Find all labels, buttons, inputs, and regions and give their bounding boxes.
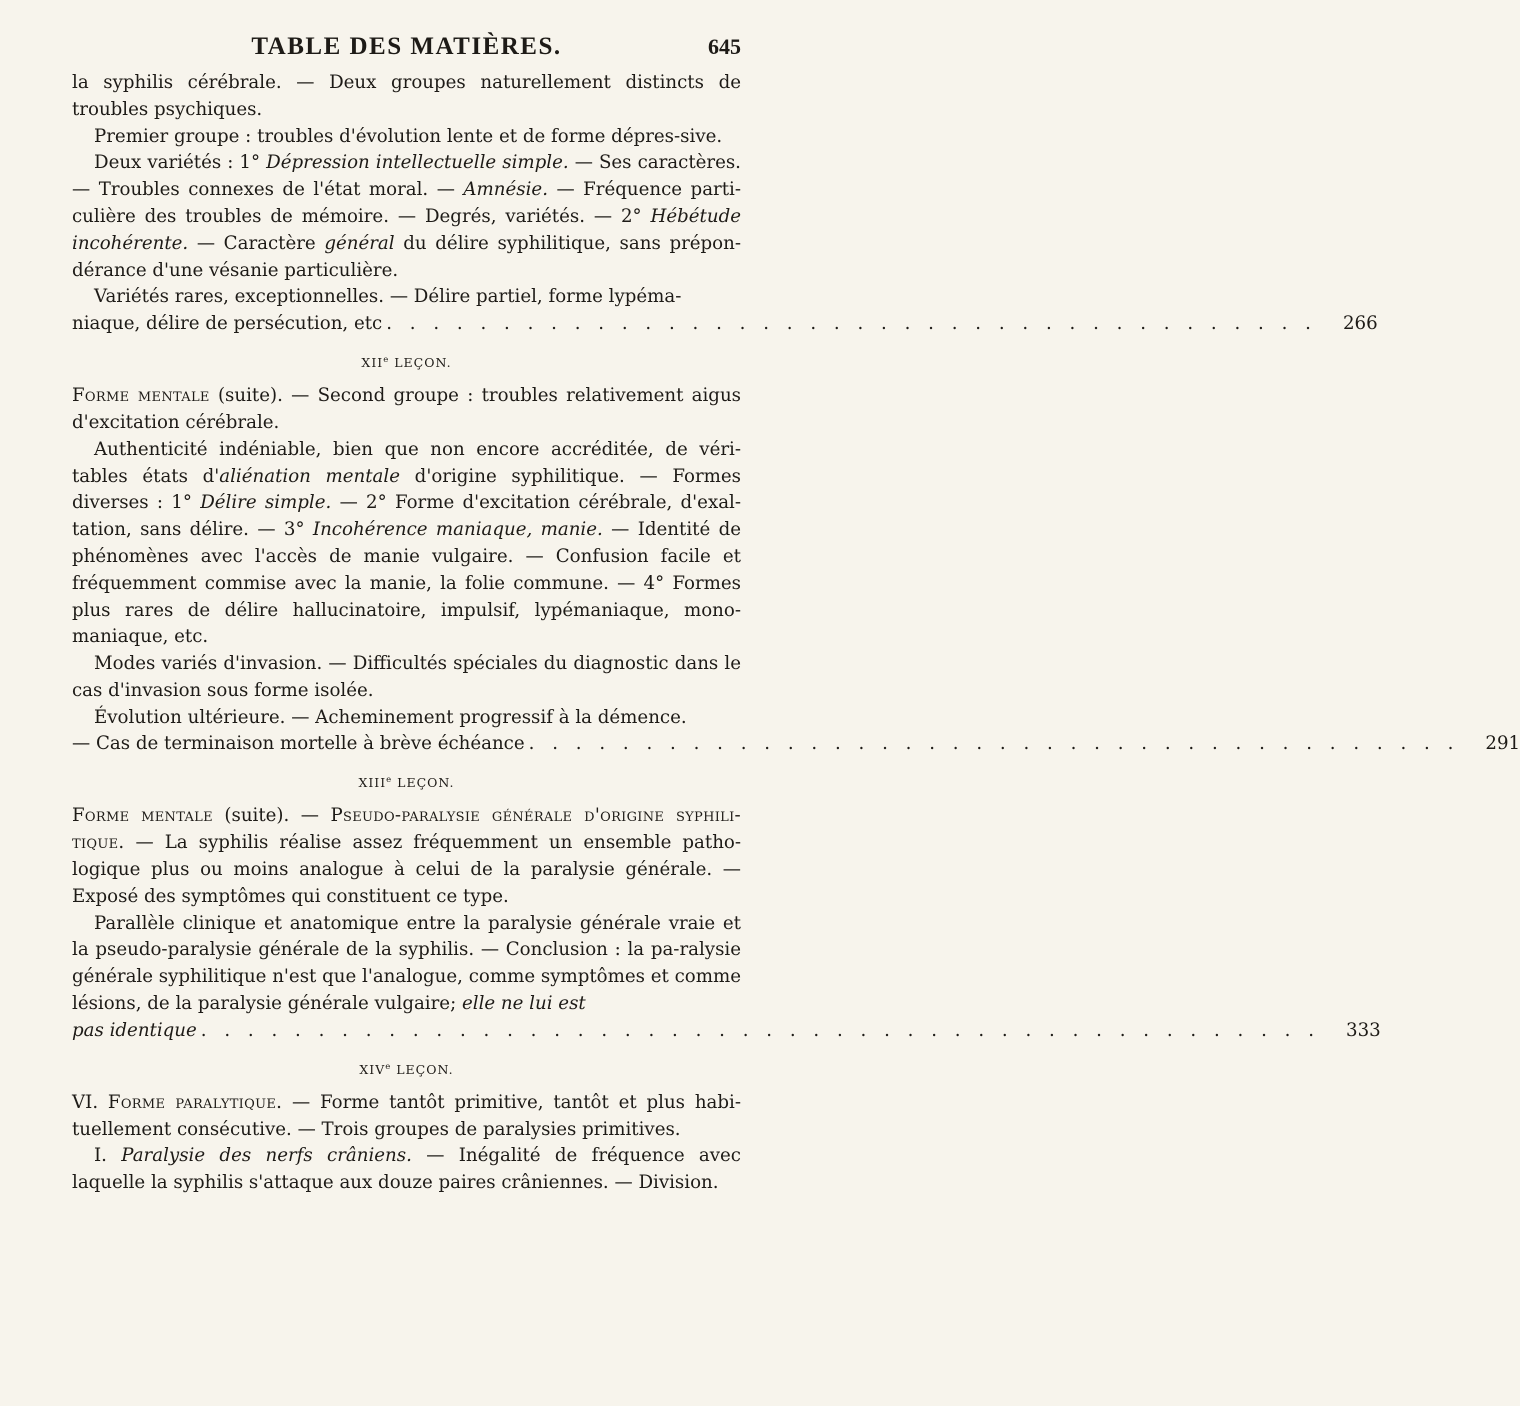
toc-entry-text: pas identique bbox=[72, 1019, 197, 1041]
toc-page-number: 291 bbox=[1485, 733, 1520, 755]
table-of-contents-text bbox=[72, 70, 1520, 1197]
paragraph bbox=[72, 150, 741, 284]
lecon-label: LEÇON. bbox=[389, 355, 452, 371]
italic-run: elle ne lui est bbox=[461, 993, 586, 1015]
text-run: — Forme tantôt primitive, tantôt et plus habi-tuellement consécutive. — Trois groupes de paralysies primitives. bbox=[72, 1091, 741, 1140]
text-run: — La syphilis réalise assez fréquemment un ensemble patho-logique plus ou moins analogue à celui de la paralysie générale. — Exposé des symptômes qui constituent ce type. bbox=[72, 832, 741, 907]
toc-entry-line bbox=[72, 1018, 1381, 1045]
lecon-label: LEÇON. bbox=[392, 775, 455, 791]
toc-entry-text: niaque, délire de persécution, etc bbox=[72, 313, 383, 335]
small-caps-run: Forme mentale bbox=[72, 805, 213, 827]
italic-run: Dépression intellectuelle simple. bbox=[266, 152, 569, 174]
italic-run: Amnésie. bbox=[463, 179, 548, 201]
text-run: Authenticité indéniable, bien que non encore accréditée, de véri-tables états d' bbox=[72, 438, 741, 487]
paragraph bbox=[72, 911, 741, 1018]
italic-run: Hébétude incohérente. bbox=[72, 205, 741, 254]
text-run: — Caractère bbox=[188, 232, 325, 254]
running-head bbox=[72, 30, 741, 64]
italic-run: Paralysie des nerfs crâniens. bbox=[121, 1145, 412, 1167]
dot-leader: . . . . . . . . . . . . . . . . . . . . . . . . . . . . . . . . . . . . . . . . bbox=[386, 313, 1317, 335]
paragraph: Variétés rares, exceptionnelles. — Délire partiel, forme lypéma- bbox=[94, 286, 682, 308]
italic-run: général bbox=[324, 232, 395, 254]
toc-page-number: 266 bbox=[1342, 313, 1378, 335]
text-run: — Inégalité de fréquence avec laquelle la syphilis s'attaque aux douze paires crâniennes. — Division. bbox=[72, 1145, 741, 1194]
dot-leader: . . . . . . . . . . . . . . . . . . . . . . . . . . . . . . . . . . . . . . . . . . . . . . . . bbox=[200, 1019, 1321, 1041]
lecon-number: XIII bbox=[358, 775, 387, 791]
toc-entry-line bbox=[72, 731, 1520, 758]
italic-run: Incohérence maniaque, manie. bbox=[312, 519, 603, 541]
lecon-number: XIV bbox=[359, 1061, 386, 1077]
text-run: VI. bbox=[72, 1091, 108, 1113]
toc-entry-text: — Cas de terminaison mortelle à brève échéance bbox=[72, 733, 525, 755]
text-run: (suite). — bbox=[212, 805, 331, 827]
lecon-heading bbox=[72, 352, 741, 371]
text-run: — Identité de phénomènes avec l'accès de manie vulgaire. — Confusion facile et fréquemment commise avec la manie, la folie commune. — 4° Formes plus rares de délire hallucinatoire, impulsif, lypémaniaque, mono-maniaque, etc. bbox=[72, 519, 741, 648]
lecon-number: XII bbox=[361, 355, 384, 371]
text-run: Deux variétés : 1° bbox=[94, 152, 267, 174]
lecon-heading bbox=[72, 1059, 741, 1078]
toc-entry-line bbox=[72, 311, 1378, 338]
text-run: — Fréquence parti-culière des troubles de mémoire. — Degrés, variétés. — 2° bbox=[72, 179, 741, 227]
small-caps-run: Forme mentale bbox=[72, 385, 210, 407]
paragraph: Premier groupe : troubles d'évolution lente et de forme dépres-sive. bbox=[94, 125, 723, 147]
toc-page-number: 333 bbox=[1346, 1019, 1381, 1041]
lecon-superscript: e bbox=[383, 354, 390, 365]
lecon-superscript: e bbox=[385, 1061, 392, 1072]
dot-leader: . . . . . . . . . . . . . . . . . . . . . . . . . . . . . . . . . . . . . . . . bbox=[528, 733, 1460, 755]
lecon-label: LEÇON. bbox=[391, 1061, 454, 1077]
running-head-title: TABLE DES MATIÈRES. bbox=[251, 33, 562, 60]
small-caps-run: Forme paralytique. bbox=[107, 1091, 283, 1113]
text-run: I. bbox=[94, 1145, 122, 1167]
italic-run: Délire simple. bbox=[200, 492, 332, 514]
paragraph: la syphilis cérébrale. — Deux groupes naturellement distincts de troubles psychiques. bbox=[72, 72, 741, 120]
text-run: — Ses caractères. — Troubles connexes de l'état moral. — bbox=[72, 152, 741, 201]
small-caps-run: Pseudo-paralysie générale d'origine syphili-tique. bbox=[72, 805, 741, 854]
text-run: du délire syphilitique, sans prépon-dérance d'une vésanie particulière. bbox=[72, 232, 741, 281]
text-run: Parallèle clinique et anatomique entre la paralysie générale vraie et la pseudo-paralysie générale de la syphilis. — Conclusion : la pa-ralysie générale syphilitique n'est que l'analogue, comme symptômes et comme lésions, de la paralysie générale vulgaire; bbox=[72, 912, 741, 1015]
text-run: — 2° Forme d'excitation cérébrale, d'exal-tation, sans délire. — 3° bbox=[72, 492, 742, 541]
text-run: d'origine syphilitique. — Formes diverses : 1° bbox=[72, 465, 741, 514]
paragraph bbox=[72, 1143, 741, 1197]
lecon-superscript: e bbox=[386, 775, 393, 786]
paragraph: Évolution ultérieure. — Acheminement progressif à la démence. bbox=[94, 706, 687, 728]
text-run: (suite). — Second groupe : troubles relativement aigus d'excitation cérébrale. bbox=[72, 385, 741, 433]
paragraph bbox=[72, 1090, 741, 1144]
italic-run: aliénation mentale bbox=[219, 465, 400, 487]
lecon-heading bbox=[72, 772, 741, 791]
paragraph bbox=[72, 437, 741, 651]
paragraph bbox=[72, 803, 741, 910]
paragraph bbox=[72, 383, 741, 437]
page-number: 645 bbox=[708, 34, 741, 59]
paragraph: Modes variés d'invasion. — Difficultés spéciales du diagnostic dans le cas d'invasion sous forme isolée. bbox=[72, 653, 741, 701]
